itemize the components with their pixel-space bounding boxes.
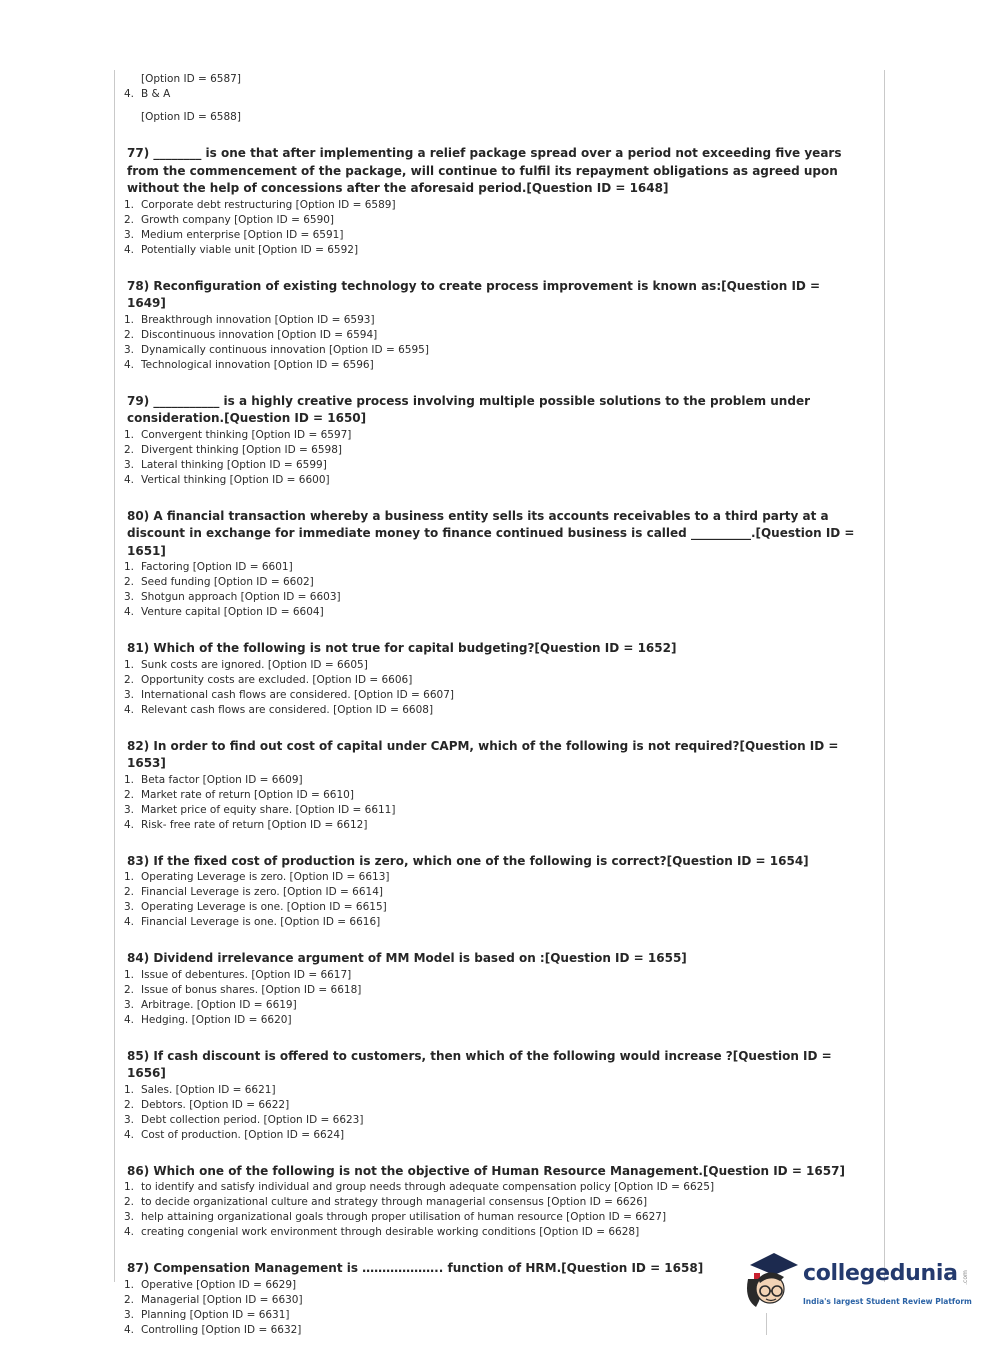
question-block <box>0 1163 1001 1241</box>
option-number: 4. <box>124 916 135 928</box>
question-text: 77) ________ is one that after implementing a relief package spread over a period not exceeding five years from the commencement of the package, will continue to fulfil its repayment obligations as agreed upon without the help of concessions after the aforesaid period.[Question ID = 1648] <box>127 146 842 195</box>
option-item <box>0 443 1001 458</box>
option-text: Vertical thinking [Option ID = 6600] <box>141 473 330 486</box>
option-item <box>0 428 1001 443</box>
option-number: 1. <box>124 1181 135 1193</box>
option-item <box>0 575 1001 590</box>
option-text: Breakthrough innovation [Option ID = 6593] <box>141 313 375 326</box>
logo-tagline: India's largest Student Review Platform <box>803 1297 972 1306</box>
question-block <box>0 278 1001 373</box>
question-text: 87) Compensation Management is ……………….. function of HRM.[Question ID = 1658] <box>127 1261 704 1275</box>
option-number: 4. <box>124 606 135 618</box>
option-list <box>0 870 1001 930</box>
option-list <box>0 428 1001 488</box>
option-number: 4. <box>124 818 135 831</box>
option-number: 1. <box>124 871 135 883</box>
option-item <box>0 213 1001 228</box>
question-text: 84) Dividend irrelevance argument of MM Model is based on :[Question ID = 1655] <box>127 951 687 965</box>
option-text: Market price of equity share. [Option ID = 6611] <box>141 803 396 816</box>
option-item <box>0 885 1001 900</box>
option-text: Discontinuous innovation [Option ID = 6594] <box>141 328 378 341</box>
option-number: 1. <box>124 773 135 786</box>
option-text: Financial Leverage is zero. [Option ID = 6614] <box>141 886 383 898</box>
option-item <box>0 983 1001 998</box>
option-number: 2. <box>124 328 135 341</box>
option-number: 3. <box>124 228 135 241</box>
option-text: Growth company [Option ID = 6590] <box>141 213 335 226</box>
collegedunia-logo <box>740 1247 980 1317</box>
option-item <box>0 818 1001 833</box>
option-number: 3. <box>124 458 135 471</box>
prev-option-4-id: [Option ID = 6588] <box>141 111 241 123</box>
option-text: Venture capital [Option ID = 6604] <box>141 606 324 618</box>
option-number: 2. <box>124 886 135 898</box>
option-text: help attaining organizational goals through proper utilisation of human resource [Option ID = 6627] <box>141 1211 667 1223</box>
question-block <box>0 393 1001 488</box>
option-number: 3. <box>124 901 135 913</box>
option-number: 1. <box>124 1278 135 1291</box>
option-number: 4. <box>124 243 135 256</box>
option-text: Convergent thinking [Option ID = 6597] <box>141 428 352 441</box>
option-item <box>0 560 1001 575</box>
option-text: Dynamically continuous innovation [Option ID = 6595] <box>141 343 429 356</box>
option-item <box>0 1225 1001 1240</box>
option-number: 1. <box>124 428 135 441</box>
option-number: 2. <box>124 1098 135 1111</box>
mascot-icon <box>740 1249 802 1311</box>
option-number: 4. <box>124 473 135 486</box>
option-item <box>0 1323 1001 1338</box>
option-text: Technological innovation [Option ID = 6596] <box>141 358 374 371</box>
option-number: 3. <box>124 591 135 603</box>
option-list <box>0 1180 1001 1240</box>
option-text: Debtors. [Option ID = 6622] <box>141 1098 290 1111</box>
option-text: Risk- free rate of return [Option ID = 6612] <box>141 818 368 831</box>
option-text: Controlling [Option ID = 6632] <box>141 1323 302 1336</box>
option-item <box>0 198 1001 213</box>
option-number: 4. <box>124 1128 135 1141</box>
option-number: 1. <box>124 561 135 573</box>
option-text: to decide organizational culture and strategy through managerial consensus [Option ID = 6626] <box>141 1196 648 1208</box>
option-item <box>0 1098 1001 1113</box>
option-item <box>0 473 1001 488</box>
question-text: 86) Which one of the following is not the objective of Human Resource Management.[Question ID = 1657] <box>127 1163 845 1178</box>
option-text: Operating Leverage is one. [Option ID = 6615] <box>141 901 387 913</box>
option-list <box>0 1083 1001 1143</box>
option-text: Planning [Option ID = 6631] <box>141 1308 290 1321</box>
option-text: Opportunity costs are excluded. [Option ID = 6606] <box>141 673 413 686</box>
question-text: 78) Reconfiguration of existing technology to create process improvement is known as:[Question ID = 1649] <box>127 278 821 310</box>
option-item <box>0 243 1001 258</box>
option-number: 4. <box>124 1323 135 1336</box>
option-item <box>0 313 1001 328</box>
option-item <box>0 228 1001 243</box>
option-text: Arbitrage. [Option ID = 6619] <box>141 998 297 1011</box>
option-number: 1. <box>124 1083 135 1096</box>
logo-brand-text: collegedunia <box>803 1261 958 1286</box>
option-list <box>0 773 1001 833</box>
option-number: 2. <box>124 1293 135 1306</box>
option-text: Sunk costs are ignored. [Option ID = 6605] <box>141 658 368 671</box>
option-number: 2. <box>124 788 135 801</box>
question-block <box>0 950 1001 1028</box>
option-text: Seed funding [Option ID = 6602] <box>141 576 314 588</box>
question-text: 83) If the fixed cost of production is zero, which one of the following is correct?[Question ID = 1654] <box>127 853 809 868</box>
question-block <box>0 853 1001 931</box>
question-text: 81) Which of the following is not true for capital budgeting?[Question ID = 1652] <box>127 641 677 655</box>
option-list <box>0 658 1001 718</box>
option-number: 2. <box>124 443 135 456</box>
question-text: 80) A financial transaction whereby a business entity sells its accounts receivables to a third party at a discount in exchange for immediate money to finance continued business is called __________.[Question ID = 1651] <box>127 508 855 558</box>
option-text: Shotgun approach [Option ID = 6603] <box>141 591 341 603</box>
option-number: 1. <box>124 313 135 326</box>
option-item <box>0 1083 1001 1098</box>
option-number: 2. <box>124 673 135 686</box>
option-number: 3. <box>124 1113 135 1126</box>
option-list <box>0 968 1001 1028</box>
option-text: B & A <box>141 88 171 100</box>
question-block <box>0 508 1001 621</box>
prev-option-3-id: [Option ID = 6587] <box>141 73 241 85</box>
option-text: Managerial [Option ID = 6630] <box>141 1293 303 1306</box>
prev-option-4 <box>0 87 1001 102</box>
option-item <box>0 673 1001 688</box>
option-text: International cash flows are considered. [Option ID = 6607] <box>141 688 454 701</box>
option-number: 4. <box>124 703 135 716</box>
option-number: 4. <box>124 88 135 100</box>
question-block <box>0 738 1001 833</box>
option-number: 2. <box>124 213 135 226</box>
option-item <box>0 870 1001 885</box>
option-item <box>0 968 1001 983</box>
option-number: 2. <box>124 576 135 588</box>
option-item <box>0 915 1001 930</box>
option-text: to identify and satisfy individual and group needs through adequate compensation policy [Option ID = 6625] <box>141 1181 715 1193</box>
option-item <box>0 1180 1001 1195</box>
option-text: Cost of production. [Option ID = 6624] <box>141 1128 345 1141</box>
question-block <box>0 1048 1001 1143</box>
option-text: Corporate debt restructuring [Option ID = 6589] <box>141 198 396 211</box>
option-number: 3. <box>124 998 135 1011</box>
option-number: 1. <box>124 658 135 671</box>
option-item <box>0 1113 1001 1128</box>
option-text: Potentially viable unit [Option ID = 6592] <box>141 243 359 256</box>
option-text: Divergent thinking [Option ID = 6598] <box>141 443 342 456</box>
option-item <box>0 343 1001 358</box>
option-text: Debt collection period. [Option ID = 6623] <box>141 1113 364 1126</box>
option-item <box>0 773 1001 788</box>
option-item <box>0 1195 1001 1210</box>
question-text: 79) ___________ is a highly creative process involving multiple possible solutions to the problem under consideration.[Question ID = 1650] <box>127 393 810 425</box>
option-item <box>0 605 1001 620</box>
option-item <box>0 900 1001 915</box>
question-block <box>0 640 1001 718</box>
option-list <box>0 313 1001 373</box>
option-item <box>0 803 1001 818</box>
logo-domain-suffix: .com <box>961 1270 969 1285</box>
option-text: Factoring [Option ID = 6601] <box>141 561 293 573</box>
option-list <box>0 560 1001 620</box>
option-item <box>0 1013 1001 1028</box>
option-number: 1. <box>124 198 135 211</box>
question-block <box>0 145 1001 258</box>
option-item <box>0 1128 1001 1143</box>
option-item <box>0 590 1001 605</box>
question-text: 82) In order to find out cost of capital under CAPM, which of the following is not required?[Question ID = 1653] <box>127 738 839 770</box>
option-number: 3. <box>124 1308 135 1321</box>
option-number: 2. <box>124 1196 135 1208</box>
option-item <box>0 328 1001 343</box>
option-number: 3. <box>124 343 135 356</box>
option-text: Relevant cash flows are considered. [Option ID = 6608] <box>141 703 434 716</box>
option-item <box>0 998 1001 1013</box>
option-item <box>0 703 1001 718</box>
option-text: Sales. [Option ID = 6621] <box>141 1083 276 1096</box>
option-item <box>0 458 1001 473</box>
option-number: 3. <box>124 803 135 816</box>
option-text: Issue of bonus shares. [Option ID = 6618] <box>141 983 362 996</box>
option-item <box>0 688 1001 703</box>
option-text: Beta factor [Option ID = 6609] <box>141 773 303 786</box>
option-number: 4. <box>124 1226 135 1238</box>
option-item <box>0 788 1001 803</box>
option-item <box>0 658 1001 673</box>
option-number: 4. <box>124 1013 135 1026</box>
questions <box>0 145 1001 1338</box>
option-list <box>0 198 1001 258</box>
option-text: Lateral thinking [Option ID = 6599] <box>141 458 327 471</box>
option-number: 3. <box>124 1211 135 1223</box>
option-item <box>0 358 1001 373</box>
option-number: 4. <box>124 358 135 371</box>
option-number: 2. <box>124 983 135 996</box>
option-number: 3. <box>124 688 135 701</box>
option-text: Operating Leverage is zero. [Option ID = 6613] <box>141 871 390 883</box>
option-text: Financial Leverage is one. [Option ID = 6616] <box>141 916 381 928</box>
option-text: creating congenial work environment through desirable working conditions [Option ID = 6628] <box>141 1226 640 1238</box>
option-text: Medium enterprise [Option ID = 6591] <box>141 228 344 241</box>
option-text: Issue of debentures. [Option ID = 6617] <box>141 968 352 981</box>
option-text: Market rate of return [Option ID = 6610] <box>141 788 354 801</box>
option-text: Hedging. [Option ID = 6620] <box>141 1013 292 1026</box>
option-text: Operative [Option ID = 6629] <box>141 1278 297 1291</box>
question-text: 85) If cash discount is offered to customers, then which of the following would increase ?[Question ID = 1656] <box>127 1048 832 1080</box>
option-number: 1. <box>124 968 135 981</box>
option-item <box>0 1210 1001 1225</box>
